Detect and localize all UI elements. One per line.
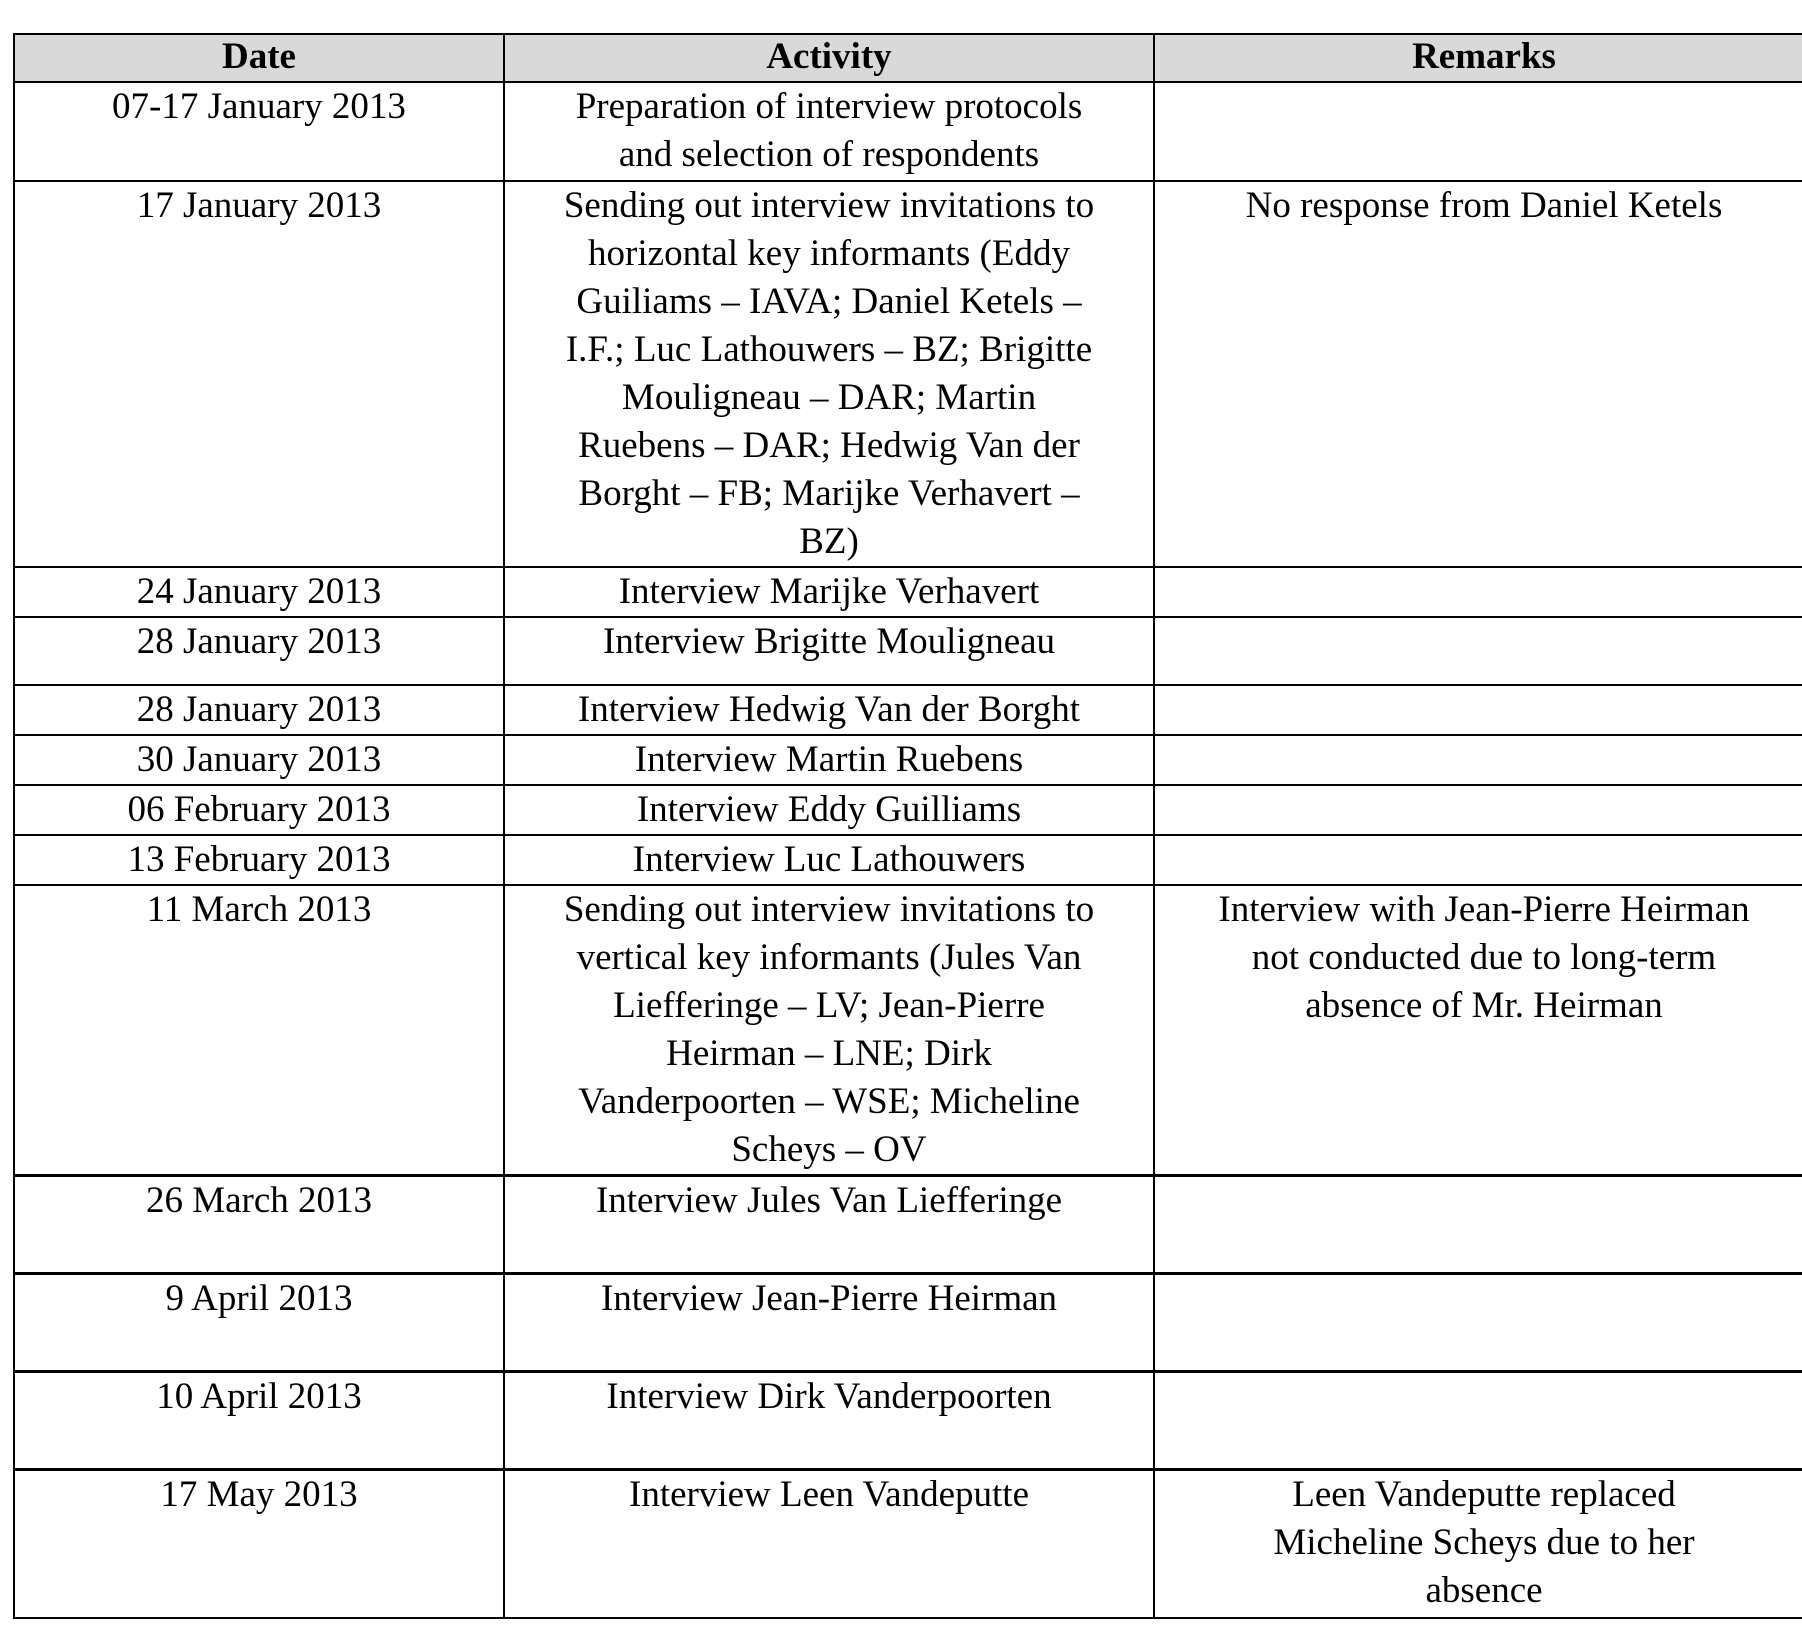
activity-cell <box>504 567 1154 617</box>
activity-cell <box>504 1274 1154 1372</box>
activity-cell <box>504 685 1154 735</box>
table-row <box>14 181 1802 567</box>
remarks-line: Interview with Jean-Pierre Heirman <box>1218 889 1750 930</box>
remarks-line: No response from Daniel Ketels <box>1245 185 1723 226</box>
activity-cell <box>504 1470 1154 1618</box>
activity-line: Interview Martin Ruebens <box>634 739 1024 780</box>
table-body <box>14 82 1802 1618</box>
table-row <box>14 82 1802 181</box>
activity-line: Sending out interview invitations to <box>563 889 1095 930</box>
date-cell: 06 February 2013 <box>14 785 504 835</box>
remarks-cell <box>1154 1470 1802 1618</box>
remarks-cell <box>1154 785 1802 835</box>
activity-line: Interview Marijke Verhavert <box>618 571 1040 612</box>
table-row <box>14 1274 1802 1372</box>
activity-line: Heirman – LNE; Dirk <box>666 1033 992 1074</box>
table-row <box>14 735 1802 785</box>
header-date: Date <box>14 34 504 82</box>
activity-line: Interview Hedwig Van der Borght <box>577 689 1081 730</box>
activity-line: Interview Leen Vandeputte <box>629 1474 1029 1515</box>
remarks-cell <box>1154 567 1802 617</box>
header-row <box>14 34 1802 82</box>
date-cell: 17 January 2013 <box>14 181 504 567</box>
activity-line: Preparation of interview protocols <box>575 86 1083 127</box>
remarks-cell <box>1154 885 1802 1176</box>
activity-cell <box>504 181 1154 567</box>
table-row <box>14 835 1802 885</box>
date-cell: 28 January 2013 <box>14 617 504 685</box>
schedule-table <box>13 33 1802 1619</box>
activity-line: Liefferinge – LV; Jean-Pierre <box>613 985 1045 1026</box>
activity-line: vertical key informants (Jules Van <box>576 937 1082 978</box>
table-row <box>14 885 1802 1176</box>
remarks-cell <box>1154 835 1802 885</box>
remarks-cell <box>1154 735 1802 785</box>
remarks-cell <box>1154 685 1802 735</box>
activity-line: Scheys – OV <box>731 1129 927 1170</box>
activity-line: I.F.; Luc Lathouwers – BZ; Brigitte <box>565 329 1093 370</box>
date-cell: 17 May 2013 <box>14 1470 504 1618</box>
remarks-cell <box>1154 1176 1802 1274</box>
activity-line: Interview Jules Van Liefferinge <box>595 1180 1063 1221</box>
activity-line: Ruebens – DAR; Hedwig Van der <box>578 425 1080 466</box>
activity-line: horizontal key informants (Eddy <box>588 233 1070 274</box>
activity-line: Interview Dirk Vanderpoorten <box>606 1376 1052 1417</box>
activity-cell <box>504 1176 1154 1274</box>
remarks-line: absence of Mr. Heirman <box>1305 985 1663 1026</box>
date-cell: 13 February 2013 <box>14 835 504 885</box>
activity-cell <box>504 835 1154 885</box>
date-cell: 07-17 January 2013 <box>14 82 504 181</box>
activity-line: Interview Brigitte Mouligneau <box>602 621 1056 662</box>
date-cell: 26 March 2013 <box>14 1176 504 1274</box>
activity-line: Guiliams – IAVA; Daniel Ketels – <box>576 281 1082 322</box>
remarks-cell <box>1154 82 1802 181</box>
activity-cell <box>504 735 1154 785</box>
activity-line: and selection of respondents <box>618 134 1040 175</box>
header-remarks: Remarks <box>1154 34 1802 82</box>
activity-line: Sending out interview invitations to <box>563 185 1095 226</box>
activity-line: Interview Jean-Pierre Heirman <box>600 1278 1058 1319</box>
date-cell: 24 January 2013 <box>14 567 504 617</box>
date-cell: 30 January 2013 <box>14 735 504 785</box>
activity-line: Mouligneau – DAR; Martin <box>621 377 1037 418</box>
activity-line: Interview Luc Lathouwers <box>632 839 1026 880</box>
date-cell: 10 April 2013 <box>14 1372 504 1470</box>
table-row <box>14 685 1802 735</box>
remarks-cell <box>1154 1372 1802 1470</box>
activity-cell <box>504 82 1154 181</box>
header-activity: Activity <box>504 34 1154 82</box>
table-row <box>14 1470 1802 1618</box>
activity-line: Borght – FB; Marijke Verhavert – <box>578 473 1080 514</box>
activity-cell <box>504 785 1154 835</box>
activity-line: BZ) <box>799 521 859 562</box>
activity-cell <box>504 1372 1154 1470</box>
table-row <box>14 617 1802 685</box>
date-cell: 11 March 2013 <box>14 885 504 1176</box>
remarks-cell <box>1154 617 1802 685</box>
remarks-line: Leen Vandeputte replaced <box>1292 1474 1676 1515</box>
table-row <box>14 785 1802 835</box>
table-row <box>14 567 1802 617</box>
remarks-line: not conducted due to long-term <box>1251 937 1717 978</box>
activity-cell <box>504 617 1154 685</box>
date-cell: 9 April 2013 <box>14 1274 504 1372</box>
table-row <box>14 1372 1802 1470</box>
activity-line: Interview Eddy Guilliams <box>636 789 1022 830</box>
activity-line: Vanderpoorten – WSE; Micheline <box>578 1081 1080 1122</box>
remarks-cell <box>1154 181 1802 567</box>
remarks-line: absence <box>1425 1570 1543 1611</box>
remarks-line: Micheline Scheys due to her <box>1273 1522 1695 1563</box>
activity-cell <box>504 885 1154 1176</box>
table-row <box>14 1176 1802 1274</box>
date-cell: 28 January 2013 <box>14 685 504 735</box>
remarks-cell <box>1154 1274 1802 1372</box>
